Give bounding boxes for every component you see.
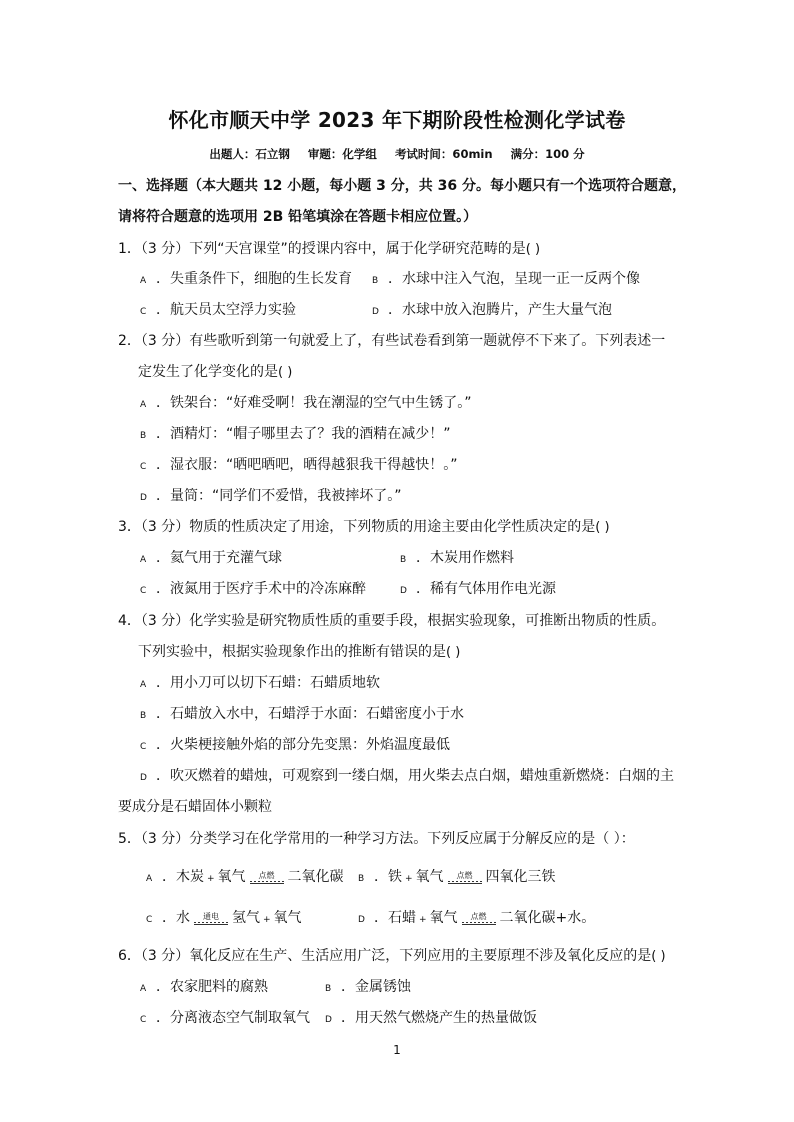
q2-option-b [140, 423, 451, 443]
reactant-2: 氧气 [429, 910, 458, 926]
option-letter: C [140, 1015, 147, 1025]
option-letter: C [140, 742, 147, 752]
reaction-condition [250, 871, 284, 884]
reactant-2: 氧气 [217, 869, 246, 885]
option-text: ．吹灭燃着的蜡烛，可观察到一缕白烟，用火柴去点白烟，蜡烛重新燃烧：白烟的主 [156, 768, 674, 784]
q6-option-d [325, 1007, 537, 1027]
q4-answer-paren: ( ) [446, 645, 461, 660]
option-text: ．水球中注入气泡，呈现一正一反两个像 [388, 271, 640, 287]
option-letter: D [358, 915, 365, 925]
option-text: ．水球中放入泡腾片，产生大量气泡 [388, 302, 612, 318]
option-letter: D [140, 773, 147, 783]
question-4-stem-line2 [138, 641, 460, 661]
condition-label: 点燃 [470, 911, 487, 921]
q2-option-a [140, 392, 472, 412]
option-letter: B [400, 555, 407, 565]
option-letter: C [140, 586, 147, 596]
q1-stem-text: 1．（3 分）下列“天宫课堂”的授课内容中，属于化学研究范畴的是 [118, 241, 526, 257]
q4-option-d-line1 [140, 765, 674, 785]
product: 二氧化碳 [287, 869, 344, 885]
plus-sign: + [405, 874, 413, 884]
product: 四氧化三铁 [485, 869, 556, 885]
q5-option-b [358, 866, 556, 886]
section-heading-line2: 请将符合题意的选项用 2B 铅笔填涂在答题卡相应位置。） [118, 209, 478, 225]
section-heading-line1: 一、选择题（本大题共 12 小题，每小题 3 分，共 36 分。每小题只有一个选项符合题意， [118, 178, 686, 194]
q5-option-a [146, 866, 344, 886]
condition-label: 点燃 [456, 870, 473, 880]
plus-sign: + [263, 915, 271, 925]
reaction-arrow-icon [448, 880, 482, 884]
option-letter: C [140, 462, 147, 472]
q3-option-a [140, 547, 282, 567]
q1-option-a [140, 268, 352, 288]
question-4-stem-line1: 4．（3 分）化学实验是研究物质性质的重要手段，根据实验现象，可推断出物质的性质。 [118, 613, 666, 629]
reaction-arrow-icon [194, 921, 228, 925]
plus-sign: + [419, 915, 427, 925]
option-text: ．航天员太空浮力实验 [156, 302, 296, 318]
reaction-condition [448, 871, 482, 884]
question-2-stem-line1: 2．（3 分）有些歌听到第一句就爱上了，有些试卷看到第一题就停不下来了。下列表述一 [118, 333, 666, 349]
q2-answer-paren: ( ) [278, 365, 293, 380]
q6-answer-paren: ( ) [651, 949, 666, 964]
option-text: ．氦气用于充灌气球 [156, 550, 282, 566]
option-letter: C [140, 307, 147, 317]
q6-option-c [140, 1007, 310, 1027]
reactant-1: ．木炭 [162, 869, 204, 885]
meta-time: 考试时间：60min [394, 147, 493, 161]
q6-option-b [325, 976, 411, 996]
question-5-stem: 5．（3 分）分类学习在化学常用的一种学习方法。下列反应属于分解反应的是（ ）： [118, 831, 635, 847]
option-letter: A [146, 874, 153, 884]
q3-stem-text: 3．（3 分）物质的性质决定了用途，下列物质的用途主要由化学性质决定的是 [118, 519, 596, 535]
plus-sign: + [207, 874, 215, 884]
option-letter: B [140, 431, 147, 441]
q1-option-c [140, 299, 296, 319]
q5-option-c [146, 907, 302, 927]
option-text: ．稀有气体用作电光源 [416, 581, 556, 597]
q1-option-b [372, 268, 640, 288]
option-text: ．木炭用作燃料 [416, 550, 514, 566]
option-letter: A [140, 984, 147, 994]
condition-label: 点燃 [258, 870, 275, 880]
option-text: ．农家肥料的腐熟 [156, 979, 268, 995]
product-2: 氧气 [273, 910, 302, 926]
option-text: ．失重条件下，细胞的生长发育 [156, 271, 352, 287]
question-1-stem [118, 238, 540, 258]
page-number: 1 [393, 1043, 401, 1057]
product: 二氧化碳+水。 [499, 910, 596, 926]
reactant-1: ．石蜡 [374, 910, 416, 926]
option-letter: A [140, 400, 147, 410]
option-text: ．液氮用于医疗手术中的冷冻麻醉 [156, 581, 366, 597]
q4-option-b [140, 703, 464, 723]
product-1: 氢气 [232, 910, 260, 926]
option-letter: B [358, 874, 365, 884]
q1-option-d [372, 299, 612, 319]
q3-option-c [140, 578, 366, 598]
q6-option-a [140, 976, 268, 996]
option-text: ．酒精灯：“帽子哪里去了？我的酒精在减少！” [156, 426, 451, 442]
question-2-stem-line2 [138, 361, 292, 381]
q6-stem-text: 6．（3 分）氧化反应在生产、生活应用广泛，下列应用的主要原理不涉及氧化反应的是 [118, 948, 652, 964]
option-letter: D [400, 586, 407, 596]
q5-option-d [358, 907, 595, 927]
reaction-arrow-icon [462, 921, 496, 925]
reactant-2: 氧气 [415, 869, 444, 885]
question-6-stem [118, 945, 666, 965]
q4-option-c [140, 734, 450, 754]
option-text: ．火柴梗接触外焰的部分先变黑：外焰温度最低 [156, 737, 450, 753]
option-letter: B [140, 711, 147, 721]
q4-stem-text: 下列实验中，根据实验现象作出的推断有错误的是 [138, 644, 446, 660]
option-text: ．分离液态空气制取氧气 [156, 1010, 310, 1026]
option-text: ．铁架台：“好难受啊！我在潮湿的空气中生锈了。” [156, 395, 472, 411]
option-letter: A [140, 276, 147, 286]
condition-label: 通电 [203, 911, 219, 921]
option-letter: A [140, 555, 147, 565]
q3-answer-paren: ( ) [595, 520, 610, 535]
meta-author: 出题人：石立钢 [209, 147, 290, 161]
reactant-1: ．水 [162, 910, 190, 926]
option-text: ．量筒：“同学们不爱惜，我被摔坏了。” [156, 488, 402, 504]
option-letter: B [325, 984, 332, 994]
meta-score: 满分：100 分 [510, 147, 585, 161]
reaction-condition [462, 912, 496, 925]
exam-meta [0, 146, 794, 162]
option-letter: B [372, 276, 379, 286]
q3-option-b [400, 547, 514, 567]
reaction-condition [194, 912, 228, 925]
option-letter: A [140, 680, 147, 690]
option-text: ．用小刀可以切下石蜡：石蜡质地软 [156, 675, 380, 691]
meta-reviewer: 审题：化学组 [307, 147, 377, 161]
question-3-stem [118, 516, 610, 536]
reaction-arrow-icon [250, 880, 284, 884]
q3-option-d [400, 578, 556, 598]
q1-answer-paren: ( ) [525, 242, 541, 257]
q2-option-d [140, 485, 402, 505]
option-text: ．湿衣服：“晒吧晒吧，晒得越狠我干得越快！。” [156, 457, 458, 473]
option-letter: D [140, 493, 147, 503]
reactant-1: ．铁 [374, 869, 402, 885]
q2-option-c [140, 454, 458, 474]
option-text: ．用天然气燃烧产生的热量做饭 [341, 1010, 537, 1026]
option-text: ．石蜡放入水中，石蜡浮于水面：石蜡密度小于水 [156, 706, 464, 722]
option-letter: D [325, 1015, 332, 1025]
q4-option-d-line2: 要成分是石蜡固体小颗粒 [118, 799, 272, 815]
q4-option-a [140, 672, 380, 692]
option-letter: C [146, 915, 153, 925]
option-text: ．金属锈蚀 [341, 979, 411, 995]
option-letter: D [372, 307, 379, 317]
q2-stem-text: 定发生了化学变化的是 [138, 364, 278, 380]
exam-title: 怀化市顺天中学 2023 年下期阶段性检测化学试卷 [168, 108, 626, 132]
